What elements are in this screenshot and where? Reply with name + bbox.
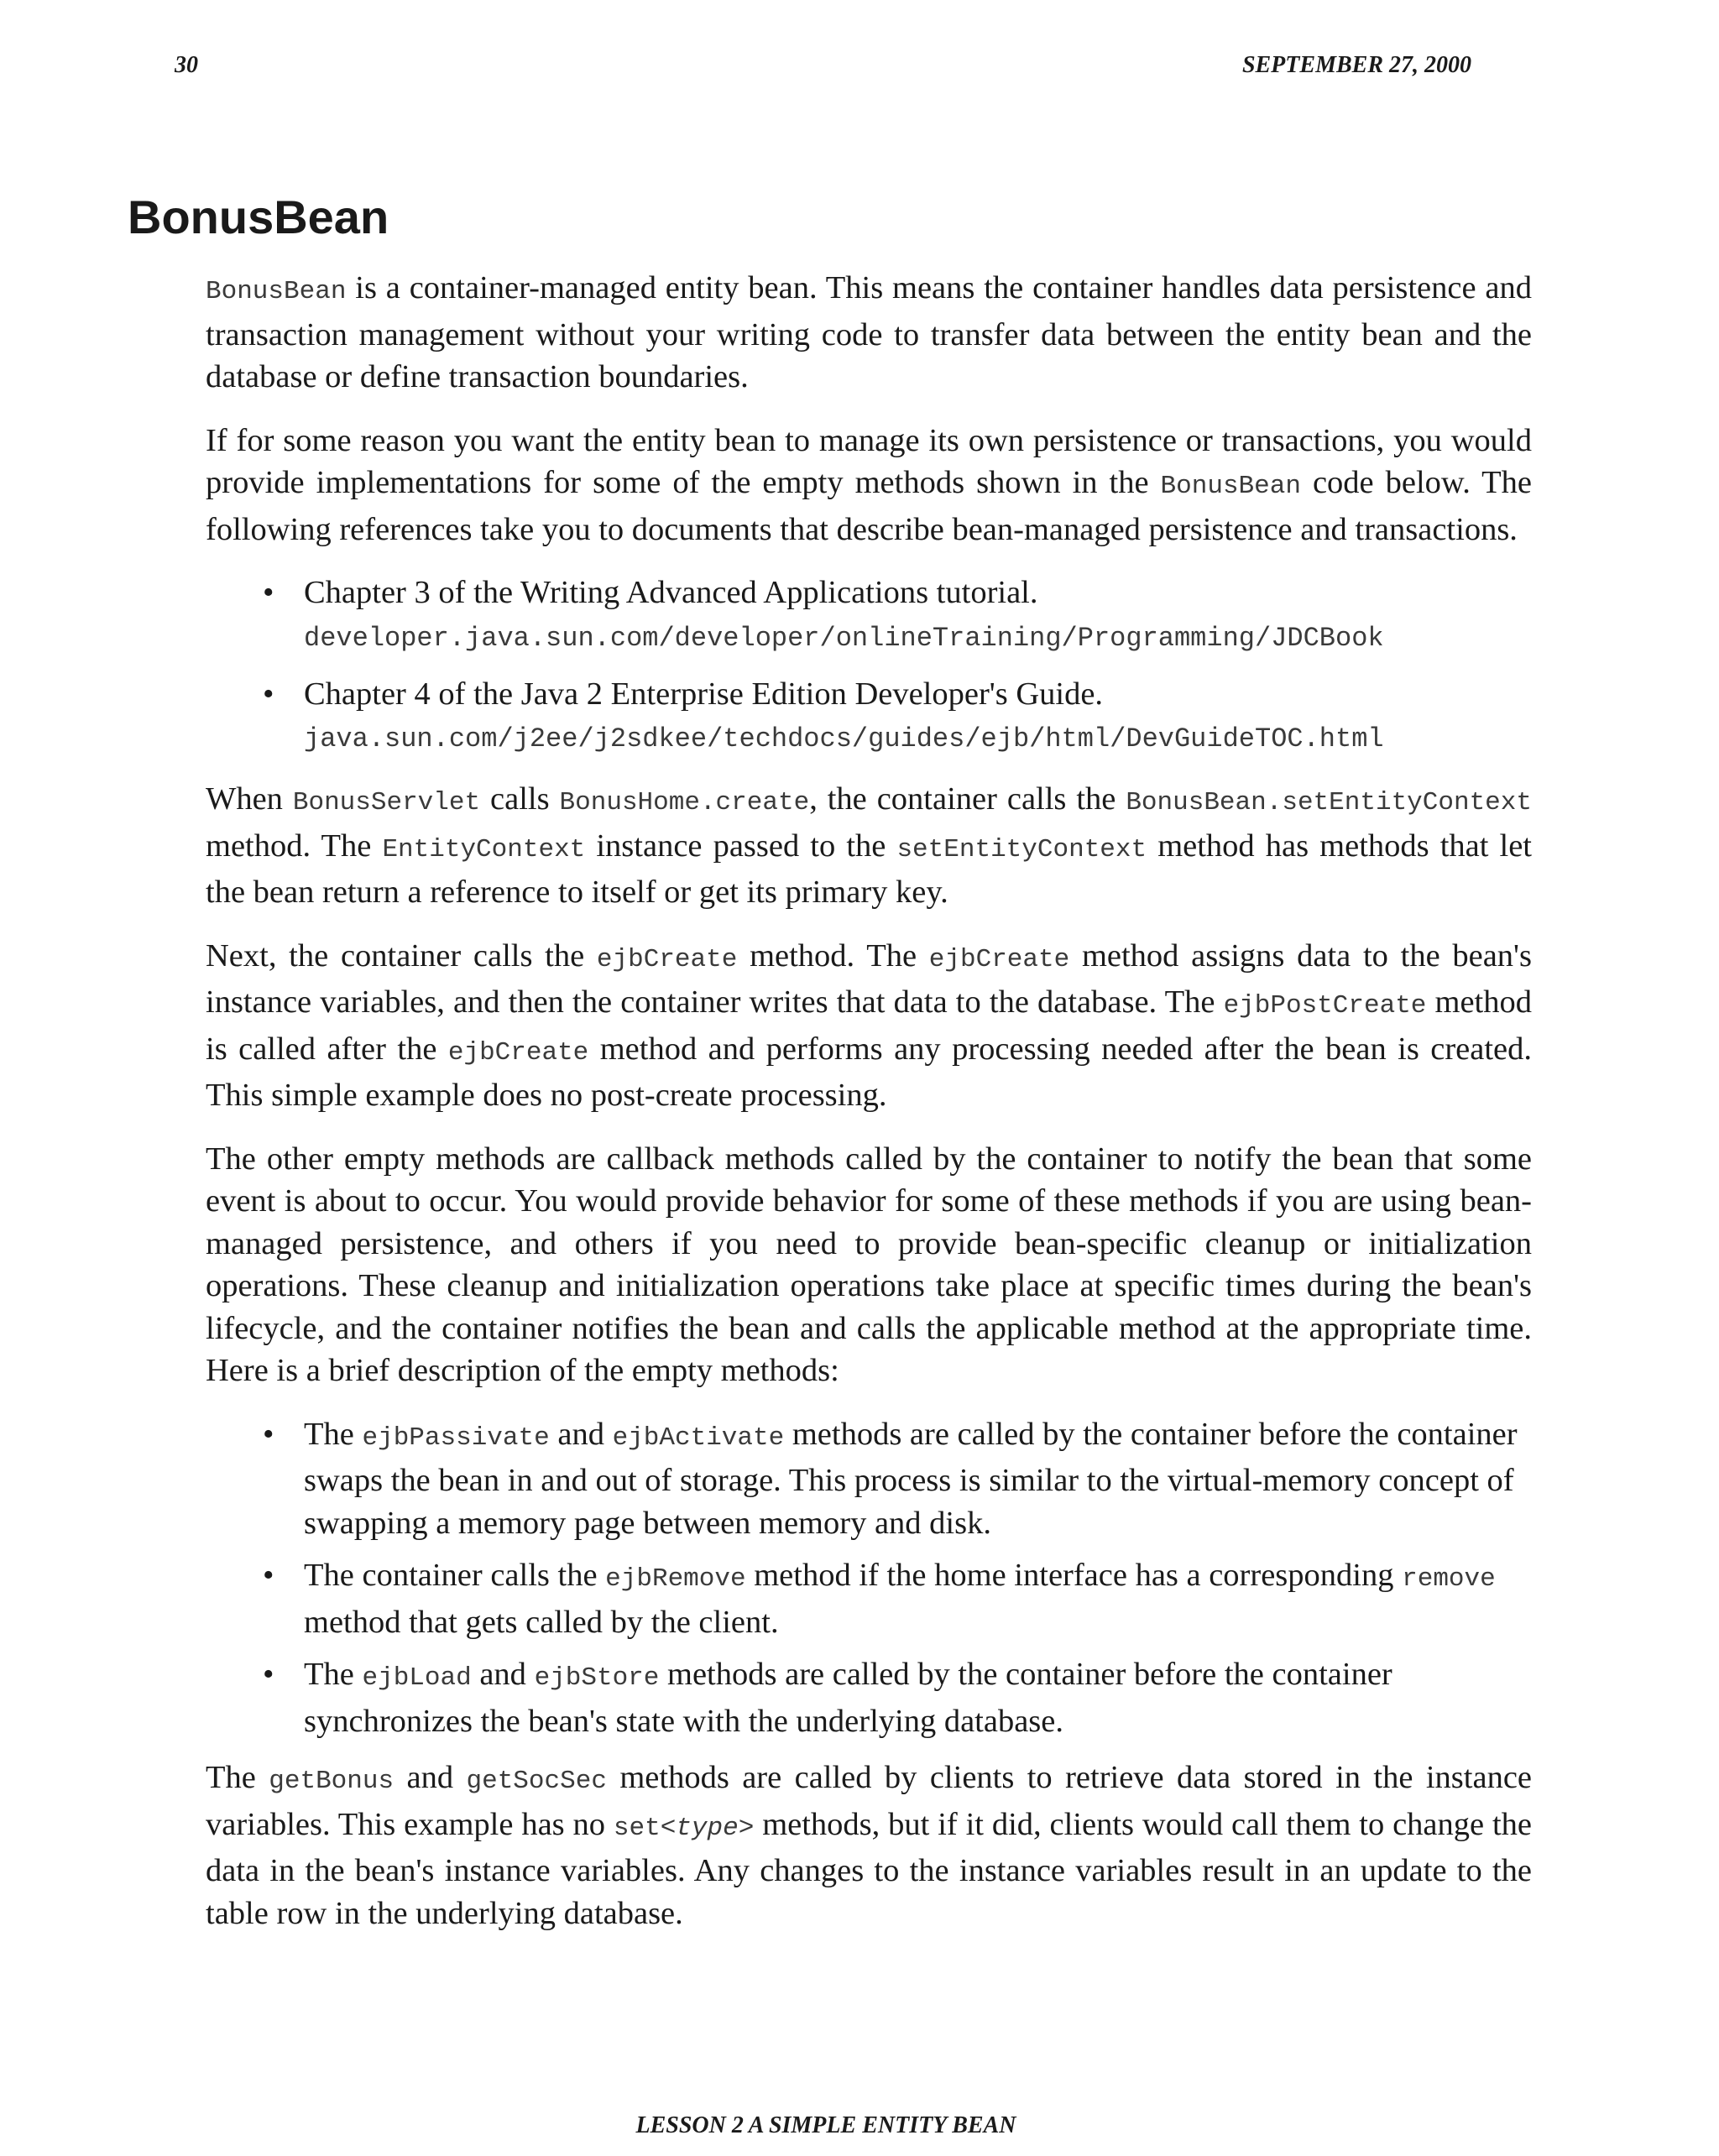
list-item bbox=[206, 1554, 1532, 1643]
code-term: remove bbox=[1402, 1564, 1496, 1594]
reference-list bbox=[206, 572, 1532, 764]
paragraph-intro bbox=[206, 267, 1532, 399]
code-term: ejbCreate bbox=[596, 944, 738, 974]
reference-url[interactable]: java.sun.com/j2ee/j2sdkee/techdocs/guides/ejb/html/DevGuideTOC.html bbox=[304, 723, 1384, 754]
running-header-date: SEPTEMBER 27, 2000 bbox=[1241, 52, 1471, 78]
running-footer: LESSON 2 A SIMPLE ENTITY BEAN bbox=[635, 2112, 1016, 2138]
paragraph-callbacks bbox=[206, 1138, 1532, 1392]
code-term: BonusHome.create bbox=[559, 788, 810, 817]
text-run: The bbox=[304, 1416, 363, 1452]
code-term: ejbPassivate bbox=[362, 1423, 550, 1453]
list-item bbox=[206, 572, 1532, 663]
text-run: The container calls the bbox=[304, 1558, 606, 1593]
code-term: ejbCreate bbox=[447, 1037, 589, 1068]
text-run: The bbox=[206, 1760, 269, 1795]
paragraph-bean-managed bbox=[206, 420, 1532, 551]
reference-url[interactable]: developer.java.sun.com/developer/onlineTraining/Programming/JDCBook bbox=[304, 622, 1384, 654]
text-run: method. The bbox=[206, 827, 383, 864]
paragraph-getters bbox=[206, 1757, 1532, 1934]
list-item bbox=[206, 1653, 1532, 1742]
text-run: method and performs any processing needed after the bean is created. This simple example does no post-create processing. bbox=[206, 1031, 1532, 1113]
text-run: method if the home interface has a corresponding bbox=[745, 1558, 1403, 1593]
code-term: ejbLoad bbox=[362, 1663, 472, 1693]
reference-text: Chapter 4 of the Java 2 Enterprise Edition Developer's Guide. bbox=[304, 676, 1104, 712]
code-term: ejbCreate bbox=[928, 944, 1070, 974]
bullet-icon: • bbox=[263, 676, 274, 712]
text-run: If for some reason you want the entity bean to manage its own persistence or transactions, you would provide implementations for some of the empty methods shown in the bbox=[206, 422, 1532, 500]
list-item bbox=[206, 1413, 1532, 1545]
text-run: methods are called by the container before the container synchronizes the bean's state with the underlying database. bbox=[304, 1657, 1392, 1739]
paragraph-ejb-create bbox=[206, 935, 1532, 1117]
reference-text: Chapter 3 of the Writing Advanced Applications tutorial. bbox=[304, 575, 1038, 610]
code-term: BonusBean bbox=[1160, 472, 1301, 501]
text-run: The bbox=[304, 1657, 363, 1692]
code-term: ejbPostCreate bbox=[1223, 991, 1427, 1021]
section-title: BonusBean bbox=[128, 191, 389, 243]
text-run: methods are called by the container before the container swaps the bean in and out of storage. This process is similar to the virtual-memory concept of swapping a memory page between memory and disk. bbox=[304, 1416, 1518, 1541]
text-run: method assigns data to the bean's instance variables, and then the container writes that data to the database. The bbox=[206, 937, 1532, 1020]
code-term: ejbActivate bbox=[612, 1423, 785, 1453]
callback-list bbox=[206, 1413, 1532, 1743]
text-run: methods are called by clients to retrieve data stored in the instance variables. This example has no bbox=[206, 1760, 1532, 1842]
code-term: BonusBean.setEntityContext bbox=[1126, 788, 1532, 817]
text-run: code below. The following references take you to documents that describe bean-managed persistence and transactions. bbox=[206, 465, 1532, 547]
text-run: When bbox=[206, 781, 293, 817]
body-text bbox=[206, 267, 1532, 1955]
text-run: method has methods that let the bean return a reference to itself or get its primary key. bbox=[206, 827, 1532, 910]
text-run: instance passed to the bbox=[585, 827, 897, 864]
text-run: method is called after the bbox=[206, 984, 1532, 1067]
text-run: and bbox=[471, 1657, 535, 1692]
bullet-icon: • bbox=[263, 1416, 274, 1452]
text-run: The other empty methods are callback methods called by the container to notify the bean that some event is about to occur. You would provide behavior for some of these methods if you are using bean-managed persistence, and others if you need to provide bean-specific cleanup or initialization operations. These cleanup and initialization operations take place at specific times during the bean's lifecycle, and the container notifies the bean and calls the applicable method at the appropriate time. Here is a brief description of the empty methods: bbox=[206, 1141, 1532, 1388]
code-term: getBonus bbox=[269, 1767, 394, 1796]
text-run: is a container-managed entity bean. This means the container handles data persistence and transaction management without your writing code to transfer data between the entity bean and the database or define transaction boundaries. bbox=[206, 270, 1532, 394]
text-run: method that gets called by the client. bbox=[304, 1604, 779, 1640]
code-term: setEntityContext bbox=[896, 834, 1147, 864]
bullet-icon: • bbox=[263, 575, 274, 610]
paragraph-entity-context bbox=[206, 778, 1532, 914]
code-term: set bbox=[613, 1813, 661, 1843]
text-run: , the container calls the bbox=[809, 781, 1126, 817]
code-term-placeholder: <type> bbox=[660, 1813, 755, 1843]
text-run: Next, the container calls the bbox=[206, 937, 597, 974]
code-term: BonusBean bbox=[206, 277, 347, 306]
code-term: ejbRemove bbox=[605, 1564, 746, 1594]
text-run: method. The bbox=[737, 937, 929, 974]
code-term: EntityContext bbox=[382, 834, 586, 864]
bullet-icon: • bbox=[263, 1558, 274, 1593]
page-number: 30 bbox=[175, 52, 198, 78]
list-item bbox=[206, 673, 1532, 765]
text-run: calls bbox=[480, 781, 560, 817]
code-term: getSocSec bbox=[466, 1767, 607, 1796]
code-term: BonusServlet bbox=[292, 788, 481, 817]
code-term: ejbStore bbox=[534, 1663, 660, 1693]
text-run: methods, but if it did, clients would call them to change the data in the bean's instance variables. Any changes to the instance variables result in an update to the table row in the underlying database. bbox=[206, 1806, 1532, 1931]
bullet-icon: • bbox=[263, 1657, 274, 1692]
text-run: and bbox=[394, 1760, 467, 1795]
text-run: and bbox=[549, 1416, 613, 1452]
